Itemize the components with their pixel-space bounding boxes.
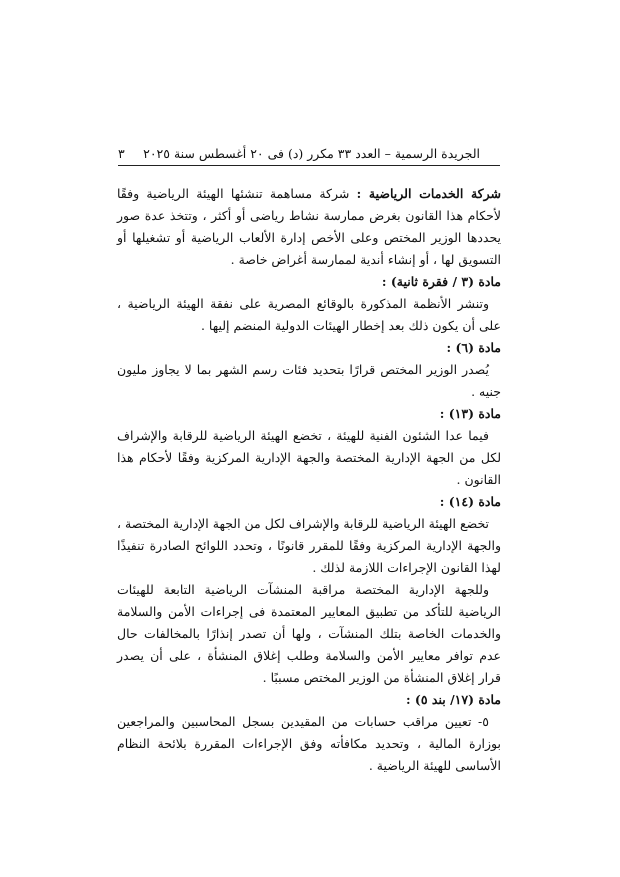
article-heading: مادة (٣ / فقرة ثانية) : <box>381 274 501 289</box>
page-number: ٣ <box>118 146 125 161</box>
article-paragraph: فيما عدا الشئون الفنية للهيئة ، تخضع الهيئة الرياضية للرقابة والإشراف لكل من الجهة الإدارية المختصة والجهة الإدارية المركزية وفقًا لأحكام هذا القانون . <box>117 428 501 487</box>
document-body <box>117 183 501 777</box>
definition-term: شركة الخدمات الرياضية : <box>356 186 501 201</box>
article-paragraph: ٥- تعيين مراقب حسابات من المقيدين بسجل المحاسبين والمراجعين بوزارة المالية ، وتحديد مكافأته وفق الإجراءات المقررة بلائحة النظام الأساسى للهيئة الرياضية . <box>117 714 501 773</box>
article-heading: مادة (١٤) : <box>439 494 501 509</box>
article-paragraph: يُصدر الوزير المختص قرارًا بتحديد فئات رسم الشهر بما لا يجاوز مليون جنيه . <box>117 362 501 399</box>
article-paragraph: وللجهة الإدارية المختصة مراقبة المنشآت الرياضية التابعة للهيئات الرياضية للتأكد من تطبيق المعايير المعتمدة فى إجراءات الأمن والسلامة والخدمات الخاصة بتلك المنشآت ، ولها أن تصدر إنذارًا بالمخالفات حال عدم توافر معايير الأمن والسلامة وطلب إغلاق المنشأة ، على أن يصدر قرار إغلاق المنشأة من الوزير المختص مسببًا . <box>117 582 501 685</box>
gazette-title: الجريدة الرسمية – العدد ٣٣ مكرر (د) فى ٢٠ أغسطس سنة ٢٠٢٥ <box>143 146 480 161</box>
header-divider <box>118 165 500 166</box>
article-heading: مادة (١٧/ بند ٥) : <box>405 692 501 707</box>
article-heading: مادة (١٣) : <box>439 406 501 421</box>
article-paragraph: تخضع الهيئة الرياضية للرقابة والإشراف لكل من الجهة الإدارية المختصة ، والجهة الإدارية المركزية وفقًا للمقرر قانونًا ، وتحدد اللوائح الصادرة تنفيذًا لهذا القانون الإجراءات اللازمة لذلك . <box>117 516 501 575</box>
article-heading: مادة (٦) : <box>446 340 501 355</box>
article-paragraph: وتنشر الأنظمة المذكورة بالوقائع المصرية على نفقة الهيئة الرياضية ، على أن يكون ذلك بعد إخطار الهيئات الدولية المنضم إليها . <box>117 296 501 333</box>
definition-paragraph <box>117 183 501 271</box>
definition-text: شركة مساهمة تنشئها الهيئة الرياضية وفقًا لأحكام هذا القانون بغرض ممارسة نشاط رياضى أو أكثر ، وتتخذ عدة صور يحددها الوزير المختص وعلى الأخص إدارة الألعاب الرياضية أو تشغيلها أو التسويق لها ، أو إنشاء أندية لممارسة أغراض خاصة . <box>117 186 501 267</box>
